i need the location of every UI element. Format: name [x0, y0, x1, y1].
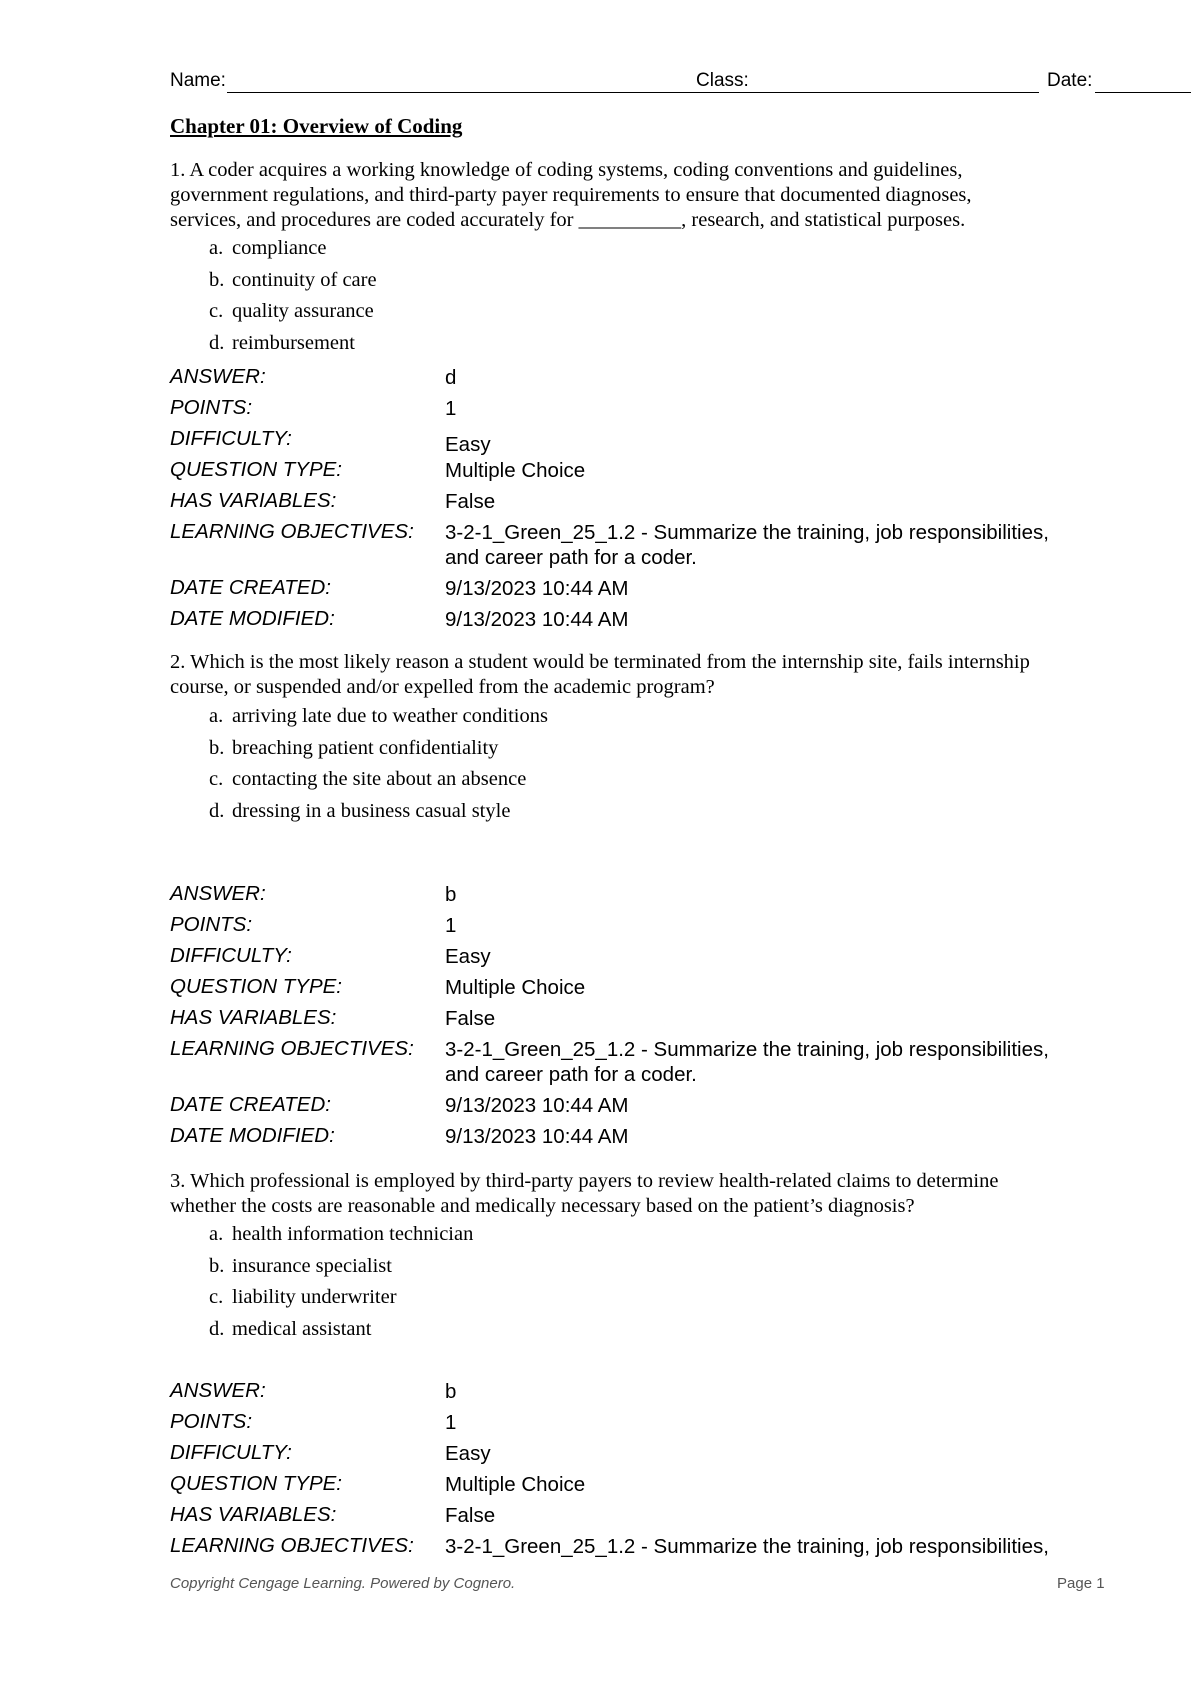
option-letter: c. — [209, 768, 224, 790]
option-b — [209, 735, 548, 767]
name-label: Name: — [170, 70, 226, 91]
question-type-value: Multiple Choice — [445, 1473, 586, 1496]
points-row — [170, 396, 1120, 427]
date-modified-label: DATE MODIFIED: — [170, 1124, 335, 1147]
option-letter: c. — [209, 1286, 224, 1308]
has-variables-label: HAS VARIABLES: — [170, 1006, 337, 1029]
option-text: liability underwriter — [232, 1286, 397, 1308]
points-value: 1 — [445, 397, 457, 420]
option-b — [209, 267, 377, 299]
difficulty-value: Easy — [445, 945, 491, 968]
question-type-label: QUESTION TYPE: — [170, 1472, 342, 1495]
difficulty-label: DIFFICULTY: — [170, 944, 292, 967]
learning-objectives-value: 3-2-1_Green_25_1.2 - Summarize the training, job responsibilities, — [445, 1038, 1049, 1061]
learning-objectives-label: LEARNING OBJECTIVES: — [170, 1534, 414, 1557]
points-label: POINTS: — [170, 1410, 253, 1433]
points-label: POINTS: — [170, 913, 253, 936]
date-created-value: 9/13/2023 10:44 AM — [445, 577, 629, 600]
date-modified-value: 9/13/2023 10:44 AM — [445, 1125, 629, 1148]
has-variables-value: False — [445, 1504, 496, 1527]
date-created-label: DATE CREATED: — [170, 1093, 331, 1116]
class-blank-line — [753, 92, 1039, 93]
learning-objectives-row — [170, 1534, 1120, 1565]
question-type-label: QUESTION TYPE: — [170, 975, 342, 998]
question-line: government regulations, and third-party payer requirements to ensure that documented diagnoses, — [170, 184, 972, 206]
learning-objectives-value-cont: and career path for a coder. — [445, 546, 697, 569]
date-modified-label: DATE MODIFIED: — [170, 607, 335, 630]
option-letter: b. — [209, 1254, 225, 1277]
date-created-row — [170, 1093, 1120, 1124]
date-blank-line — [1095, 92, 1191, 93]
has-variables-row — [170, 1503, 1120, 1534]
student-info-header — [170, 70, 1191, 96]
option-letter: d. — [209, 799, 225, 822]
difficulty-value: Easy — [445, 1442, 491, 1465]
option-a — [209, 703, 548, 735]
difficulty-row — [170, 944, 1120, 975]
answer-label: ANSWER: — [170, 882, 266, 905]
option-a — [209, 1221, 473, 1253]
answer-label: ANSWER: — [170, 365, 266, 388]
answer-row — [170, 882, 1120, 913]
option-d — [209, 798, 548, 830]
option-letter: c. — [209, 300, 224, 322]
option-letter: b. — [209, 736, 225, 759]
question-line: whether the costs are reasonable and medically necessary based on the patient’s diagnosis? — [170, 1195, 915, 1217]
option-text: contacting the site about an absence — [232, 768, 527, 790]
learning-objectives-label: LEARNING OBJECTIVES: — [170, 1037, 414, 1060]
learning-objectives-value: 3-2-1_Green_25_1.2 - Summarize the training, job responsibilities, — [445, 1535, 1049, 1558]
date-created-value: 9/13/2023 10:44 AM — [445, 1094, 629, 1117]
has-variables-row — [170, 489, 1120, 520]
question-type-row — [170, 1472, 1120, 1503]
difficulty-row — [170, 427, 1120, 458]
question-type-label: QUESTION TYPE: — [170, 458, 342, 481]
question-1-options — [209, 235, 377, 361]
date-modified-row — [170, 1124, 1120, 1155]
option-text: breaching patient confidentiality — [232, 736, 499, 759]
points-value: 1 — [445, 914, 457, 937]
learning-objectives-value-cont: and career path for a coder. — [445, 1063, 697, 1086]
learning-objectives-row — [170, 1037, 1120, 1093]
question-line: 2. Which is the most likely reason a student would be terminated from the internship site, fails internship — [170, 651, 1030, 673]
points-label: POINTS: — [170, 396, 253, 419]
option-b — [209, 1253, 473, 1285]
question-line: 1. A coder acquires a working knowledge of coding systems, coding conventions and guidelines, — [170, 159, 963, 181]
option-c — [209, 1284, 473, 1316]
question-2-metadata — [170, 882, 1120, 1155]
question-1-metadata — [170, 365, 1120, 638]
option-text: arriving late due to weather conditions — [232, 705, 548, 727]
learning-objectives-value: 3-2-1_Green_25_1.2 - Summarize the training, job responsibilities, — [445, 521, 1049, 544]
option-text: reimbursement — [232, 331, 355, 354]
has-variables-row — [170, 1006, 1120, 1037]
difficulty-label: DIFFICULTY: — [170, 1441, 292, 1464]
option-text: quality assurance — [232, 300, 374, 322]
option-letter: d. — [209, 331, 225, 354]
question-3-text — [170, 1169, 1105, 1219]
option-letter: d. — [209, 1317, 225, 1340]
option-text: dressing in a business casual style — [232, 799, 511, 822]
option-letter: a. — [209, 237, 224, 259]
page-number: Page 1 — [1057, 1575, 1105, 1592]
option-letter: a. — [209, 1223, 224, 1245]
question-line: 3. Which professional is employed by third-party payers to review health-related claims to determine — [170, 1170, 999, 1192]
answer-value: b — [445, 883, 457, 906]
difficulty-label: DIFFICULTY: — [170, 427, 292, 450]
answer-value: d — [445, 366, 457, 389]
points-row — [170, 913, 1120, 944]
option-letter: a. — [209, 705, 224, 727]
option-d — [209, 1316, 473, 1348]
question-3-metadata — [170, 1379, 1120, 1565]
question-type-value: Multiple Choice — [445, 976, 586, 999]
has-variables-label: HAS VARIABLES: — [170, 1503, 337, 1526]
date-modified-row — [170, 607, 1120, 638]
option-text: medical assistant — [232, 1317, 372, 1340]
option-a — [209, 235, 377, 267]
question-3-options — [209, 1221, 473, 1347]
chapter-title: Chapter 01: Overview of Coding — [170, 114, 463, 138]
question-2-options — [209, 703, 548, 829]
date-label: Date: — [1047, 70, 1093, 91]
option-c — [209, 298, 377, 330]
learning-objectives-label: LEARNING OBJECTIVES: — [170, 520, 414, 543]
answer-label: ANSWER: — [170, 1379, 266, 1402]
question-1-text — [170, 158, 1105, 233]
has-variables-value: False — [445, 490, 496, 513]
points-row — [170, 1410, 1120, 1441]
has-variables-value: False — [445, 1007, 496, 1030]
option-text: health information technician — [232, 1223, 474, 1245]
question-type-value: Multiple Choice — [445, 459, 586, 482]
has-variables-label: HAS VARIABLES: — [170, 489, 337, 512]
class-label: Class: — [696, 70, 749, 91]
answer-row — [170, 1379, 1120, 1410]
answer-row — [170, 365, 1120, 396]
difficulty-row — [170, 1441, 1120, 1472]
option-text: compliance — [232, 237, 327, 259]
question-2-text — [170, 650, 1105, 700]
date-created-label: DATE CREATED: — [170, 576, 331, 599]
points-value: 1 — [445, 1411, 457, 1434]
date-created-row — [170, 576, 1120, 607]
option-c — [209, 766, 548, 798]
date-modified-value: 9/13/2023 10:44 AM — [445, 608, 629, 631]
question-line: services, and procedures are coded accurately for __________, research, and statistical purposes. — [170, 209, 966, 231]
option-letter: b. — [209, 268, 225, 291]
copyright-footer: Copyright Cengage Learning. Powered by Cognero. — [170, 1575, 516, 1592]
question-type-row — [170, 458, 1120, 489]
question-line: course, or suspended and/or expelled from the academic program? — [170, 676, 715, 698]
option-d — [209, 330, 377, 362]
option-text: continuity of care — [232, 268, 377, 291]
question-type-row — [170, 975, 1120, 1006]
option-text: insurance specialist — [232, 1254, 392, 1277]
learning-objectives-row — [170, 520, 1120, 576]
difficulty-value: Easy — [445, 433, 491, 456]
answer-value: b — [445, 1380, 457, 1403]
